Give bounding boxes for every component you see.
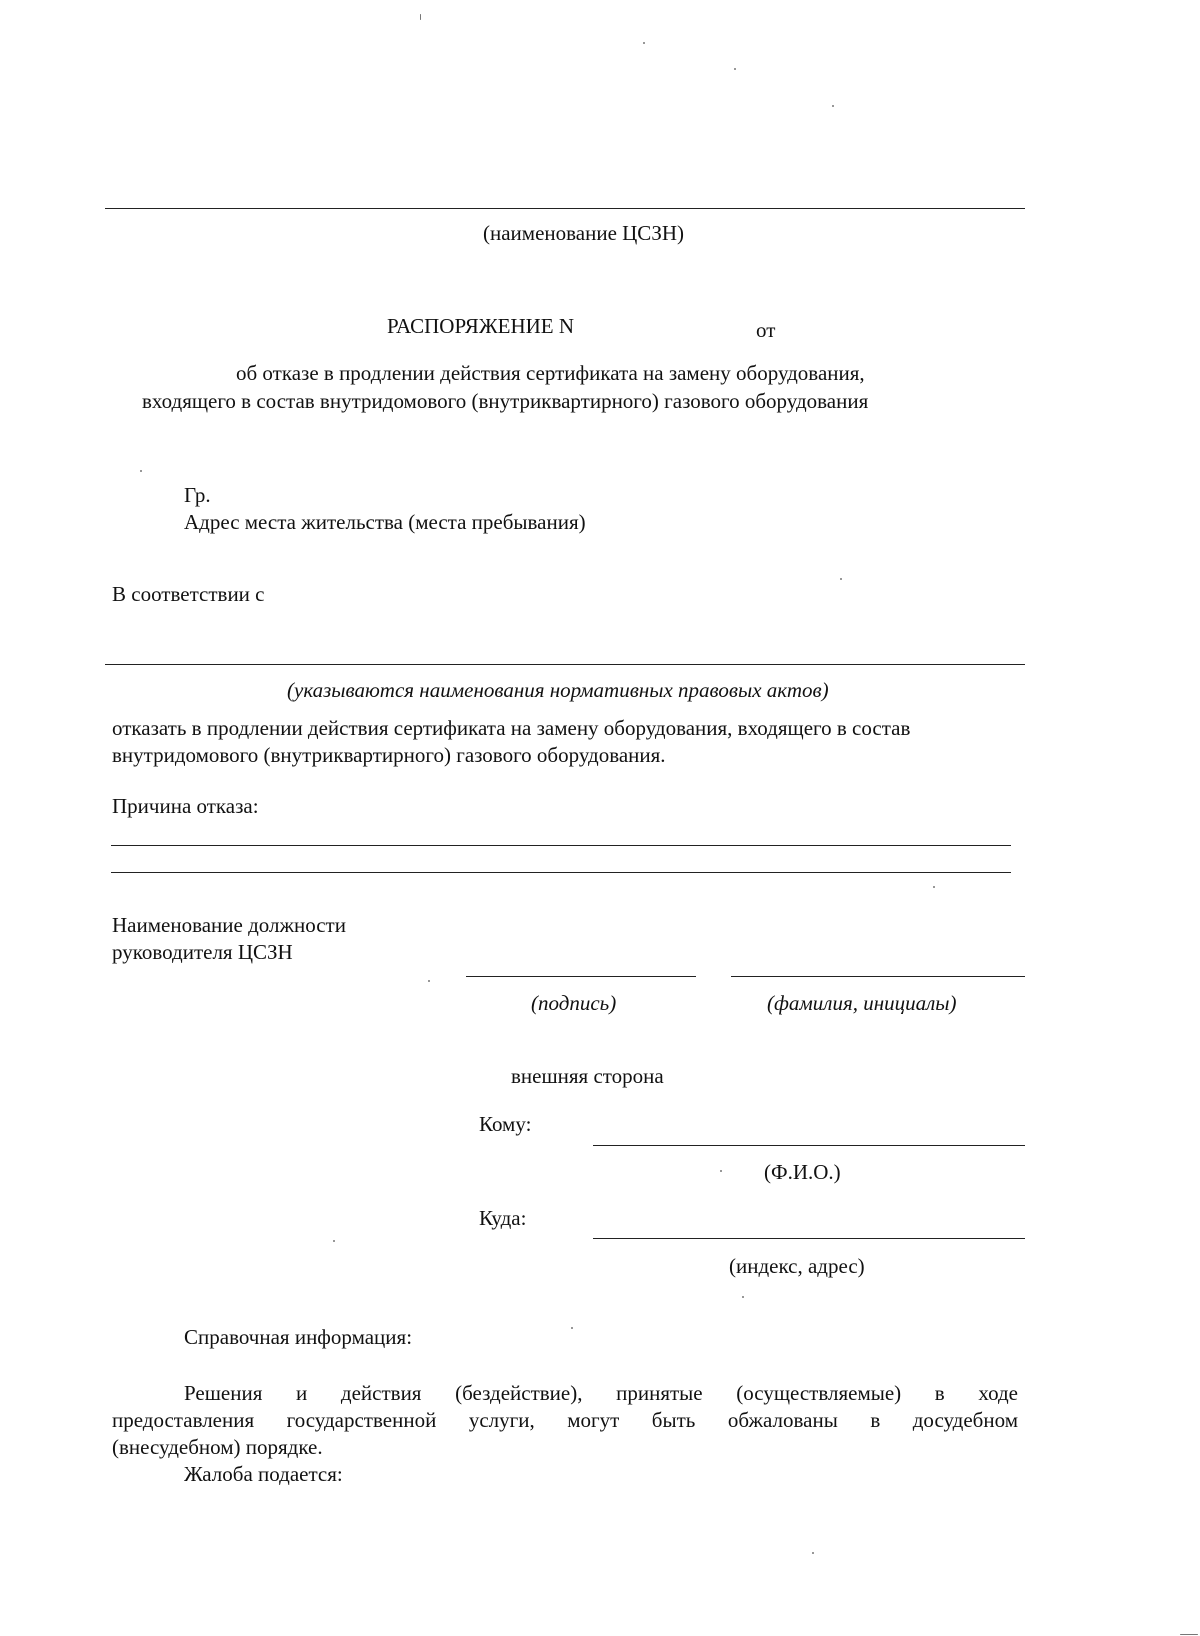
scan-speck: [140, 470, 142, 472]
order-subtitle-line-2: входящего в состав внутридомового (внутриквартирного) газового оборудования: [142, 389, 869, 413]
scan-speck: [1180, 1634, 1198, 1635]
reference-heading: Справочная информация:: [184, 1325, 413, 1349]
head-position-line-1: Наименование должности: [112, 913, 346, 937]
accordance-label: В соответствии с: [112, 582, 265, 606]
where-caption: (индекс, адрес): [729, 1254, 865, 1278]
scan-speck: [571, 1327, 573, 1329]
to-caption: (Ф.И.О.): [764, 1160, 841, 1184]
scan-speck: [742, 1296, 744, 1298]
scan-speck: [734, 68, 736, 70]
scan-speck: [333, 1240, 335, 1242]
outer-side-label: внешняя сторона: [511, 1064, 664, 1088]
refusal-reason-line-2: [111, 872, 1011, 873]
scan-speck: [420, 14, 421, 20]
order-number-label: РАСПОРЯЖЕНИЕ N: [387, 314, 575, 338]
decision-line-2: внутридомового (внутриквартирного) газового оборудования.: [112, 743, 666, 767]
scan-speck: [933, 886, 935, 888]
legal-acts-caption: (указываются наименования нормативных правовых актов): [287, 678, 829, 702]
reference-para-line-3: (внесудебном) порядке.: [112, 1435, 323, 1459]
where-line: [593, 1238, 1025, 1239]
to-label: Кому:: [479, 1112, 532, 1136]
scan-speck: [643, 42, 645, 44]
refusal-reason-line-1: [111, 845, 1011, 846]
name-line: [731, 976, 1025, 977]
signature-line: [466, 976, 696, 977]
complaint-label: Жалоба подается:: [184, 1462, 343, 1486]
scan-speck: [428, 980, 430, 982]
reference-para-line-2: предоставления государственной услуги, могут быть обжалованы в досудебном: [112, 1408, 1018, 1432]
head-position-line-2: руководителя ЦСЗН: [112, 940, 293, 964]
legal-acts-line: [105, 664, 1025, 665]
refusal-reason-label: Причина отказа:: [112, 794, 259, 818]
order-date-label: от: [756, 318, 776, 342]
scan-speck: [832, 105, 834, 107]
org-name-line: [105, 208, 1025, 209]
where-label: Куда:: [479, 1206, 527, 1230]
reference-para-line-1: Решения и действия (бездействие), принятые (осуществляемые) в ходе: [184, 1381, 1018, 1405]
address-label: Адрес места жительства (места пребывания): [184, 510, 586, 534]
scan-speck: [840, 578, 842, 580]
to-line: [593, 1145, 1025, 1146]
name-caption: (фамилия, инициалы): [767, 991, 957, 1015]
scan-speck: [812, 1552, 814, 1554]
scan-speck: [720, 1170, 722, 1172]
decision-line-1: отказать в продлении действия сертификата на замену оборудования, входящего в состав: [112, 716, 911, 740]
org-name-caption: (наименование ЦСЗН): [483, 221, 684, 245]
citizen-label: Гр.: [184, 483, 211, 507]
order-subtitle-line-1: об отказе в продлении действия сертификата на замену оборудования,: [236, 361, 865, 385]
signature-caption: (подпись): [531, 991, 617, 1015]
